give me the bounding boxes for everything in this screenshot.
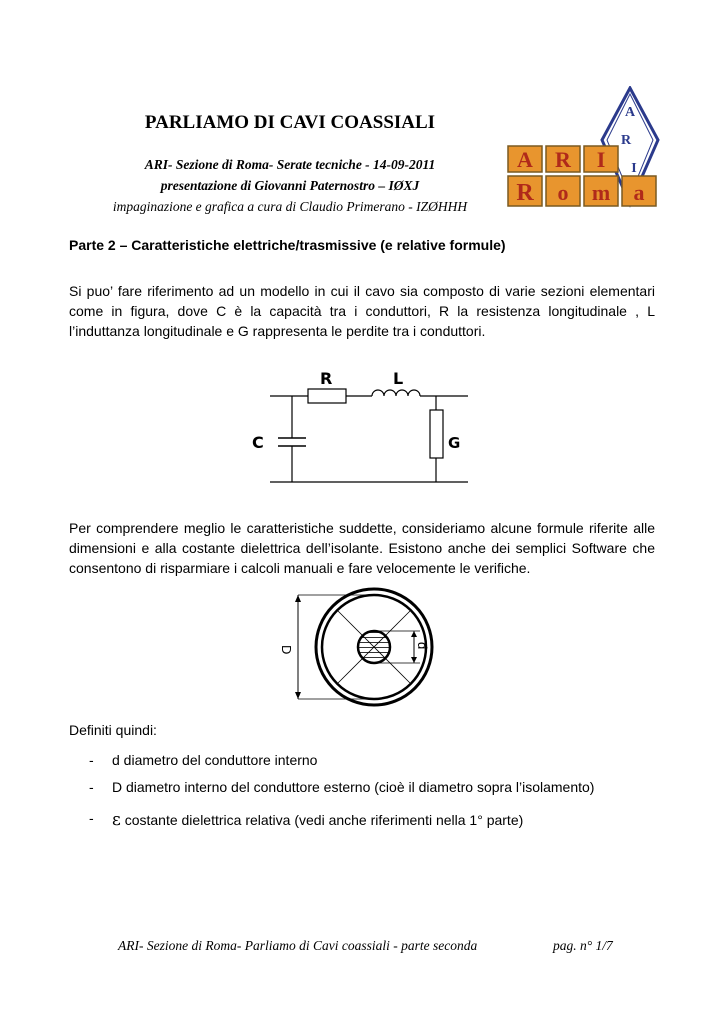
- resistor-r: [308, 389, 346, 403]
- definition-line: [112, 810, 523, 830]
- label-l: L: [393, 369, 404, 388]
- definitions-label: Definiti quindi:: [69, 722, 157, 738]
- logo-tiles-bottom: [508, 176, 656, 206]
- subtitle-presenter: presentazione di Giovanni Paternostro – IØXJ: [160, 178, 420, 193]
- list-dash: -: [89, 752, 94, 768]
- conductance-g: [430, 410, 443, 458]
- paragraph-model: Si puo’ fare riferimento ad un modello in cui il cavo sia composto di varie sezioni elementari come in figura, dove C è la capacità tra i conduttori, R la resistenza longitudinale , L l’induttanza longitudinale e G rappresenta le perdite tra i conduttori.: [69, 283, 655, 339]
- logo-tile-r: R: [555, 147, 571, 172]
- logo-diamond-letter-i: I: [631, 161, 637, 176]
- page-number: pag. n° 1/7: [553, 938, 613, 953]
- subtitle-event: ARI- Sezione di Roma- Serate tecniche - 14-09-2011: [144, 157, 436, 172]
- page-title: PARLIAMO DI CAVI COASSIALI: [144, 112, 436, 133]
- definition-text: D diametro interno del conduttore esterno (cioè il diametro sopra l’isolamento): [112, 779, 595, 795]
- label-g: G: [448, 434, 461, 452]
- footer-title: ARI- Sezione di Roma- Parliamo di Cavi coassiali - parte seconda: [118, 938, 478, 953]
- ari-roma-logo: [500, 86, 670, 216]
- coax-cross-section-diagram: [270, 585, 450, 710]
- label-inner-diameter: d: [415, 642, 430, 650]
- inner-conductor: [358, 631, 390, 663]
- label-c: C: [252, 433, 264, 452]
- rlcg-circuit-diagram: [250, 362, 480, 492]
- definition-text: costante dielettrica relativa (vedi anche riferimenti nella 1° parte): [120, 812, 524, 828]
- inductor-l: [372, 390, 420, 396]
- list-dash: -: [89, 779, 94, 795]
- logo-tiles-top: [508, 146, 618, 172]
- label-r: R: [320, 369, 333, 388]
- section-heading: Parte 2 – Caratteristiche elettriche/trasmissive (e relative formule): [69, 237, 506, 253]
- logo-tile-o: o: [557, 180, 569, 205]
- logo-tile-m: m: [591, 180, 611, 205]
- logo-tile-i: I: [596, 147, 606, 172]
- label-outer-diameter: D: [279, 645, 294, 655]
- definition-text: d diametro del conduttore interno: [112, 752, 318, 768]
- subtitle-credits: impaginazione e grafica a cura di Claudio Primerano - IZØHHH: [112, 199, 468, 214]
- logo-tile-big-r: R: [516, 180, 534, 206]
- logo-tile-a2: a: [633, 180, 645, 205]
- list-dash: -: [89, 810, 94, 826]
- logo-tile-a: A: [517, 147, 533, 172]
- logo-diamond-letter-a: A: [624, 105, 636, 120]
- logo-diamond-letter-r: R: [620, 133, 632, 148]
- paragraph-formulas: Per comprendere meglio le caratteristiche suddette, consideriamo alcune formule riferite alle dimensioni e alla costante dielettrica dell’isolante. Esistono anche dei semplici Software che consentono di risparmiare i calcoli manuali e fare velocemente le verifiche.: [69, 520, 655, 576]
- epsilon-symbol: ε: [112, 810, 121, 830]
